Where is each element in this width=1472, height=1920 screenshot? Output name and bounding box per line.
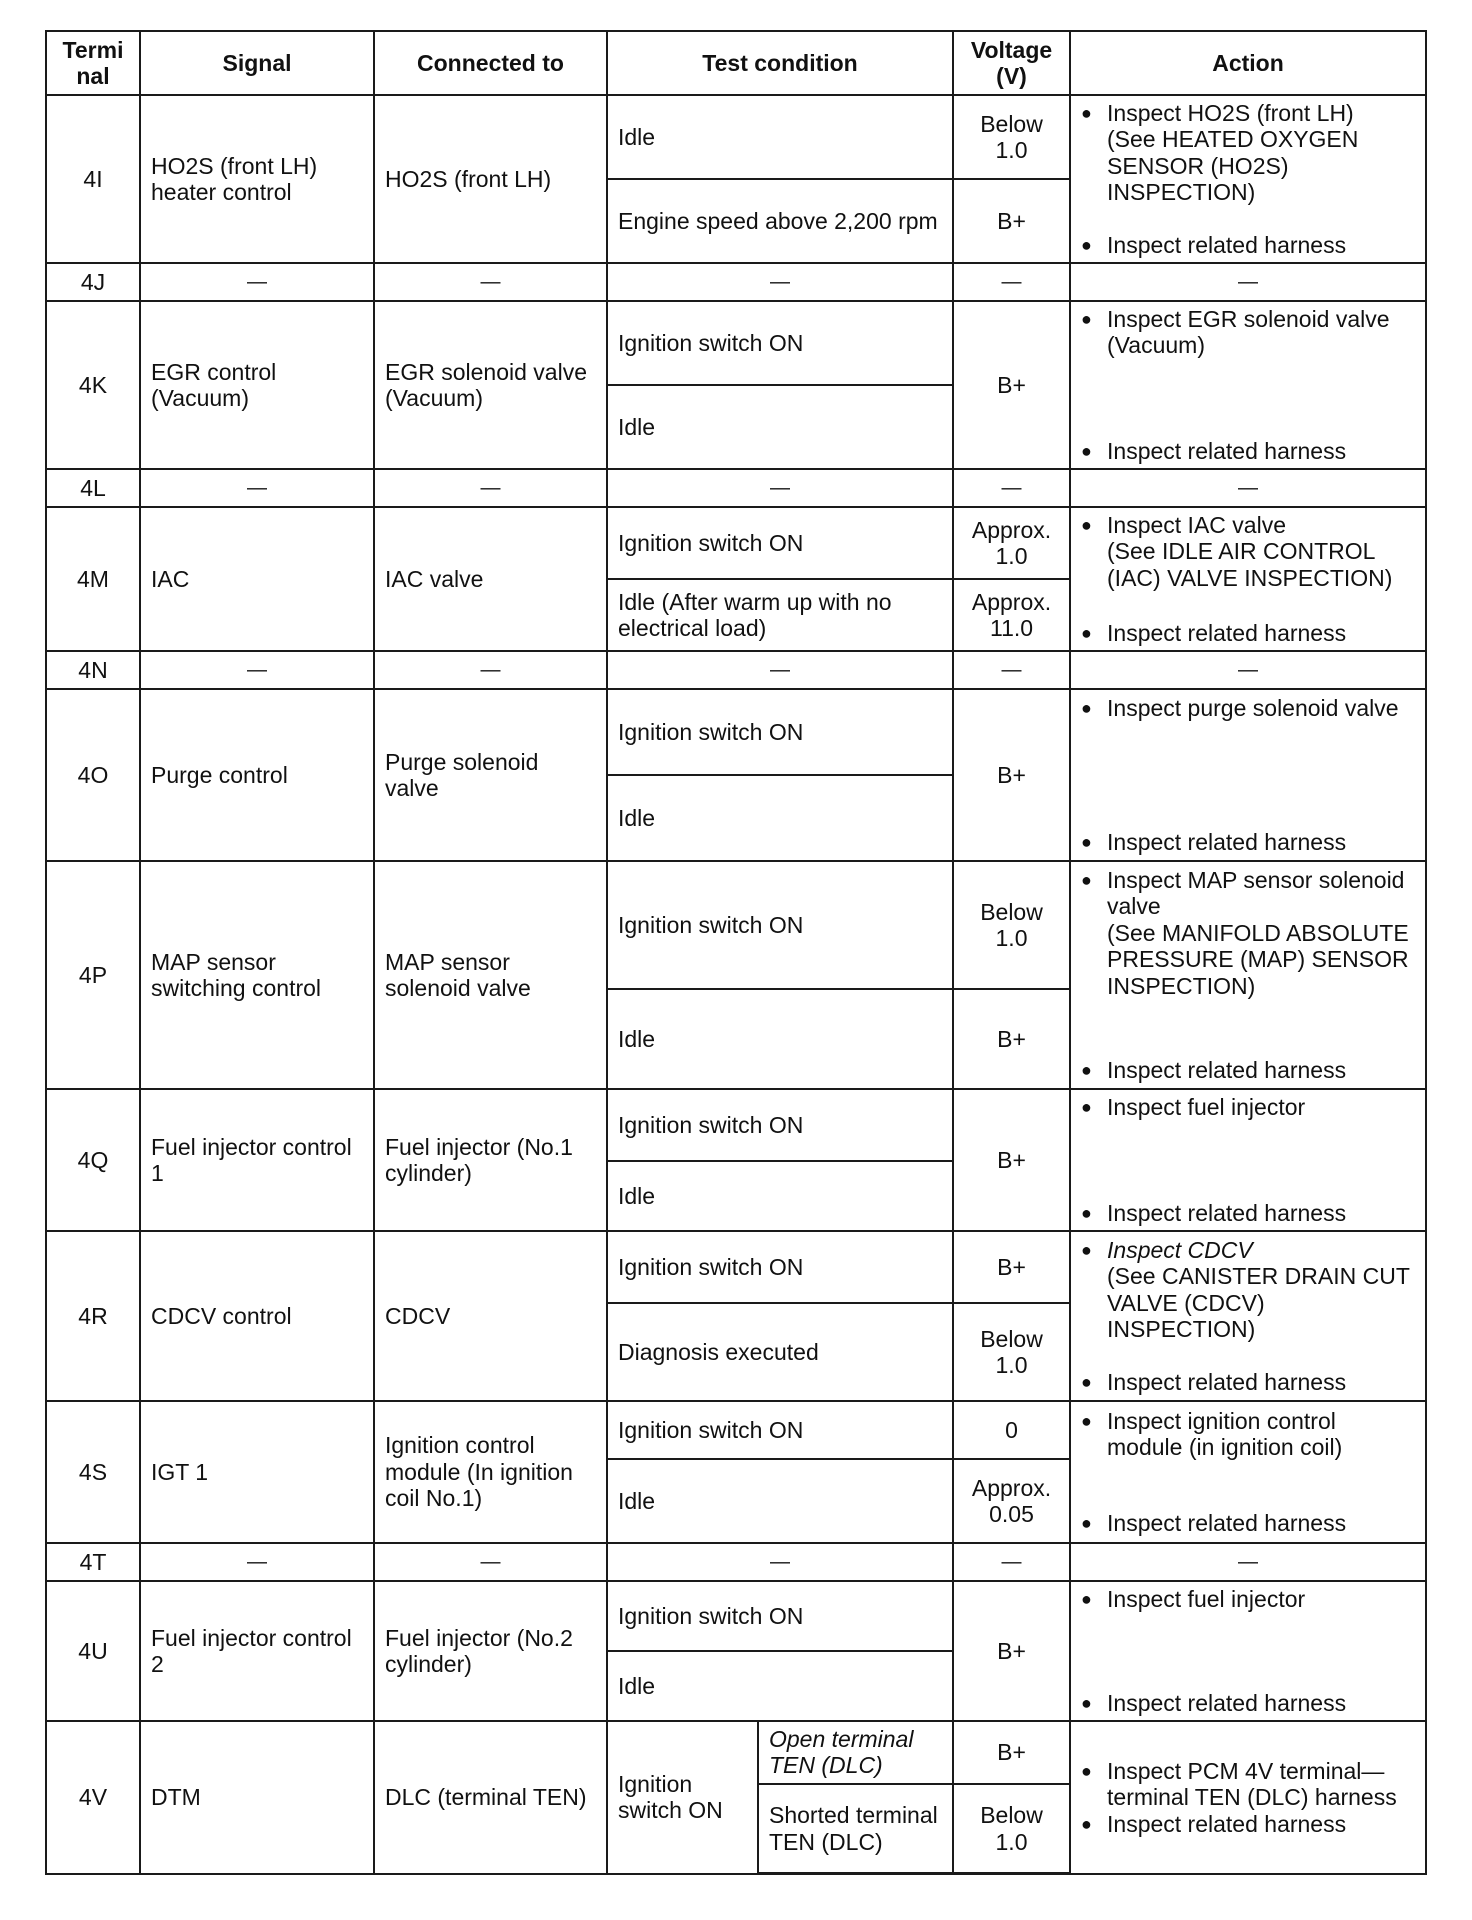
bullet-icon: ● [1081,1692,1092,1713]
table-row [46,507,1426,579]
voltage-cell: Below 1.0 [953,1303,1070,1401]
condition-cell: Engine speed above 2,200 rpm [607,179,953,263]
terminal-cell: 4O [46,689,140,861]
empty-cell: — [374,1543,607,1581]
voltage-cell: B+ [953,179,1070,263]
terminal-cell: 4V [46,1721,140,1874]
table-row [46,1721,1426,1784]
header-voltage: Voltage (V) [953,31,1070,95]
condition-cell: Ignition switch ON [607,1581,953,1651]
table-row [46,1543,1426,1581]
condition-cell: Ignition switch ON [607,861,953,989]
header-terminal: Termi nal [46,31,140,95]
table-row [46,301,1426,385]
bullet-icon: ● [1081,1240,1092,1260]
voltage-cell: Approx. 1.0 [953,507,1070,579]
bullet-icon: ● [1081,515,1092,535]
action-note: (See MANIFOLD ABSOLUTE PRESSURE (MAP) SENSOR INSPECTION) [1107,919,1409,999]
connected-cell: CDCV [374,1231,607,1401]
action-item: Inspect HO2S (front LH) [1107,100,1354,126]
condition-cell: Ignition switch ON [607,689,953,775]
action-cell [1070,95,1426,263]
signal-cell: IGT 1 [140,1401,374,1543]
condition-cell: Ignition switch ON [607,301,953,385]
empty-cell: — [374,263,607,301]
action-item: Inspect PCM 4V terminal— terminal TEN (DLC) harness [1107,1757,1397,1811]
bullet-icon: ● [1081,1202,1092,1223]
voltage-cell: Below 1.0 [953,1784,1070,1874]
voltage-cell: B+ [953,989,1070,1089]
table-row [46,1231,1426,1303]
voltage-cell: 0 [953,1401,1070,1459]
voltage-cell: B+ [953,1581,1070,1721]
action-item: Inspect related harness [1107,231,1347,258]
bullet-icon: ● [1081,440,1092,461]
empty-cell: — [140,1543,374,1581]
connected-cell: MAP sensor solenoid valve [374,861,607,1089]
voltage-cell: B+ [953,689,1070,861]
condition-cell: Idle (After warm up with no electrical load) [607,579,953,651]
header-action: Action [1070,31,1426,95]
empty-cell: — [1070,1543,1426,1581]
bullet-icon: ● [1081,1589,1092,1609]
signal-cell: HO2S (front LH) heater control [140,95,374,263]
table-row [46,263,1426,301]
table-row [46,861,1426,989]
connected-cell: Fuel injector (No.2 cylinder) [374,1581,607,1721]
action-cell [1070,1581,1426,1721]
action-item: Inspect related harness [1107,1368,1347,1395]
action-item: Inspect purge solenoid valve [1107,695,1399,721]
terminal-cell: 4K [46,301,140,469]
bullet-icon: ● [1081,1813,1092,1834]
table-row [46,1089,1426,1161]
condition-cell: Ignition switch ON [607,1231,953,1303]
bullet-icon: ● [1081,234,1092,255]
action-cell [1070,301,1426,469]
voltage-cell: Approx. 0.05 [953,1459,1070,1543]
terminal-cell: 4U [46,1581,140,1721]
signal-cell: EGR control (Vacuum) [140,301,374,469]
terminal-cell: 4S [46,1401,140,1543]
voltage-cell: Below 1.0 [953,95,1070,179]
connected-cell: Ignition control module (In ignition coil No.1) [374,1401,607,1543]
header-test-condition: Test condition [607,31,953,95]
signal-cell: Fuel injector control 1 [140,1089,374,1231]
action-cell [1070,1721,1426,1874]
empty-cell: — [1070,263,1426,301]
terminal-cell: 4T [46,1543,140,1581]
terminal-cell: 4N [46,651,140,689]
action-cell [1070,1089,1426,1231]
empty-cell: — [140,263,374,301]
condition-cell: Ignition switch ON [607,507,953,579]
action-item: Inspect EGR solenoid valve (Vacuum) [1107,306,1390,359]
action-item: Inspect fuel injector [1107,1586,1306,1612]
condition-cell: Idle [607,989,953,1089]
empty-cell: — [374,469,607,507]
terminal-cell: 4M [46,507,140,651]
bullet-icon: ● [1081,103,1092,123]
table-row [46,1581,1426,1651]
empty-cell: — [374,651,607,689]
empty-cell: — [953,263,1070,301]
action-item: Inspect CDCV [1107,1237,1253,1263]
condition-cell: Idle [607,95,953,179]
condition-cell: Idle [607,1459,953,1543]
condition-cell: Idle [607,775,953,861]
empty-cell: — [953,469,1070,507]
signal-cell: CDCV control [140,1231,374,1401]
table-row [46,95,1426,179]
action-cell [1070,507,1426,651]
empty-cell: — [607,651,953,689]
condition-cell: Idle [607,1651,953,1721]
connected-cell: DLC (terminal TEN) [374,1721,607,1874]
bullet-icon: ● [1081,1512,1092,1533]
empty-cell: — [953,651,1070,689]
header-connected-to: Connected to [374,31,607,95]
action-item: Inspect fuel injector [1107,1094,1306,1120]
action-cell [1070,1401,1426,1543]
bullet-icon: ● [1081,1760,1092,1781]
voltage-cell: B+ [953,1231,1070,1303]
action-item: Inspect related harness [1107,1689,1347,1716]
condition-cell: Ignition switch ON [607,1401,953,1459]
pcm-terminal-table [45,30,1427,1875]
table-row [46,651,1426,689]
action-cell [1070,861,1426,1089]
voltage-cell: Approx. 11.0 [953,579,1070,651]
action-item: Inspect related harness [1107,1199,1347,1226]
bullet-icon: ● [1081,698,1092,718]
empty-cell: — [953,1543,1070,1581]
bullet-icon: ● [1081,1371,1092,1392]
action-item: Inspect related harness [1107,1056,1347,1083]
sub-condition-cell: Shorted terminal TEN (DLC) [758,1784,953,1874]
table-row [46,689,1426,775]
empty-cell: — [1070,469,1426,507]
bullet-icon: ● [1081,622,1092,643]
connected-cell: Fuel injector (No.1 cylinder) [374,1089,607,1231]
action-note: (See HEATED OXYGEN SENSOR (HO2S) INSPECTION) [1107,126,1359,206]
signal-cell: DTM [140,1721,374,1874]
table-row [46,469,1426,507]
empty-cell: — [607,263,953,301]
empty-cell: — [140,651,374,689]
bullet-icon: ● [1081,870,1092,890]
connected-cell: IAC valve [374,507,607,651]
condition-cell: Ignition switch ON [607,1089,953,1161]
condition-cell: Ignition switch ON [607,1721,758,1874]
bullet-icon: ● [1081,1411,1092,1431]
voltage-cell: B+ [953,1721,1070,1784]
action-item: Inspect related harness [1107,437,1347,464]
action-item: Inspect related harness [1107,1810,1347,1837]
terminal-cell: 4R [46,1231,140,1401]
terminal-cell: 4I [46,95,140,263]
action-item: Inspect IAC valve [1107,512,1286,538]
connected-cell: EGR solenoid valve (Vacuum) [374,301,607,469]
voltage-cell: B+ [953,301,1070,469]
action-cell [1070,689,1426,861]
connected-cell: HO2S (front LH) [374,95,607,263]
condition-cell: Diagnosis executed [607,1303,953,1401]
action-note: (See CANISTER DRAIN CUT VALVE (CDCV) INSPECTION) [1107,1263,1410,1343]
signal-cell: IAC [140,507,374,651]
condition-cell: Idle [607,1161,953,1231]
terminal-cell: 4Q [46,1089,140,1231]
action-item: Inspect ignition control module (in ignition coil) [1107,1408,1343,1461]
bullet-icon: ● [1081,831,1092,852]
empty-cell: — [1070,651,1426,689]
bullet-icon: ● [1081,309,1092,329]
table-row [46,1401,1426,1459]
empty-cell: — [607,469,953,507]
signal-cell: Fuel injector control 2 [140,1581,374,1721]
header-signal: Signal [140,31,374,95]
empty-cell: — [140,469,374,507]
action-item: Inspect MAP sensor solenoid valve [1107,867,1405,920]
signal-cell: Purge control [140,689,374,861]
terminal-cell: 4J [46,263,140,301]
condition-cell: Idle [607,385,953,469]
terminal-cell: 4L [46,469,140,507]
sub-condition-cell: Open terminal TEN (DLC) [758,1721,953,1784]
action-cell [1070,1231,1426,1401]
bullet-icon: ● [1081,1059,1092,1080]
empty-cell: — [607,1543,953,1581]
terminal-cell: 4P [46,861,140,1089]
connected-cell: Purge solenoid valve [374,689,607,861]
action-item: Inspect related harness [1107,1509,1347,1536]
action-item: Inspect related harness [1107,619,1347,646]
action-note: (See IDLE AIR CONTROL (IAC) VALVE INSPECTION) [1107,538,1393,591]
voltage-cell: Below 1.0 [953,861,1070,989]
bullet-icon: ● [1081,1097,1092,1117]
voltage-cell: B+ [953,1089,1070,1231]
action-item: Inspect related harness [1107,828,1347,855]
signal-cell: MAP sensor switching control [140,861,374,1089]
